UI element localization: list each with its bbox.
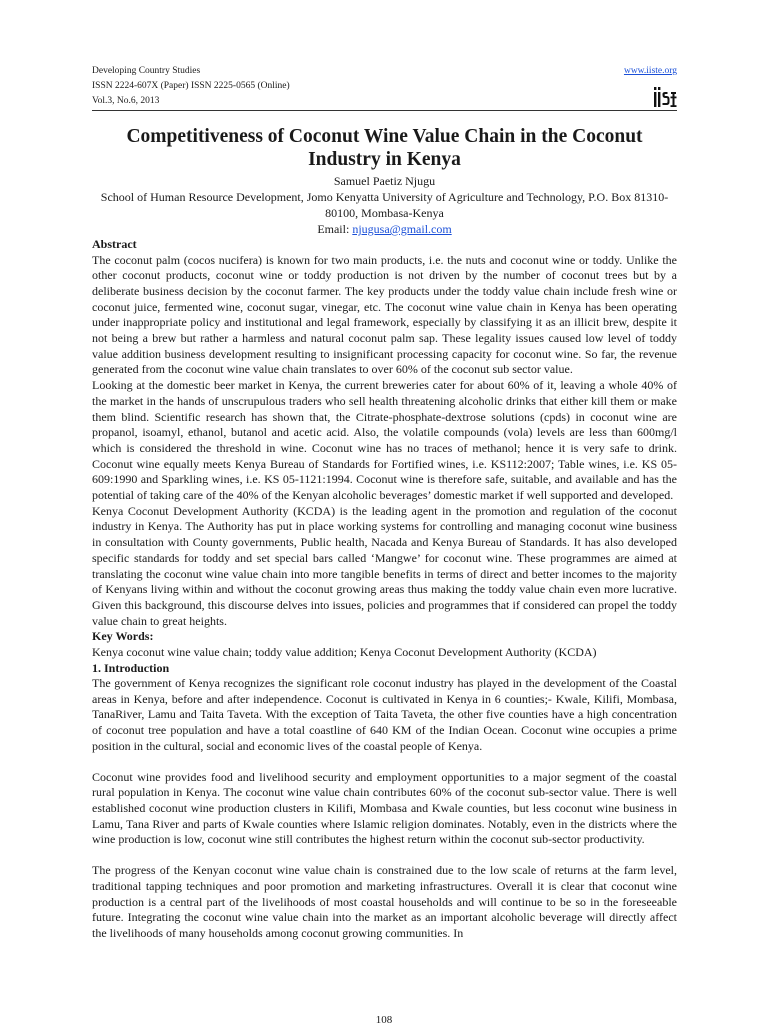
introduction-paragraph: The government of Kenya recognizes the significant role coconut industry has played in the development of the Coastal areas in Kenya, before and after independence. Coconut is cultivated in Kenya in 6 counties;- Kwale, Kilifi, Mombasa, TanaRiver, Lamu and Taita Taveta. With the exception of Taita Taveta, the other five counties have a high concentration of coconut tree population and have a total coastline of 640 KM of the Indian Ocean. Coconut wine occupies a prime position in the cultural, social and economic lives of the coastal people of Kenya.: [92, 676, 677, 753]
journal-volume: Vol.3, No.6, 2013: [92, 96, 160, 106]
email-link[interactable]: njugusa@gmail.com: [352, 222, 452, 236]
keywords-text: Kenya coconut wine value chain; toddy value addition; Kenya Coconut Development Authority (KCDA): [92, 644, 597, 659]
journal-issn: ISSN 2224-607X (Paper) ISSN 2225-0565 (Online): [92, 81, 290, 91]
page-number: 108: [375, 1014, 393, 1026]
journal-header: [92, 60, 677, 110]
journal-site: [624, 64, 677, 109]
introduction-heading: 1. Introduction: [92, 660, 170, 675]
paragraph-gap: [92, 848, 677, 863]
author-email: [92, 221, 677, 237]
website-link[interactable]: www.iiste.org: [623, 66, 677, 76]
keywords-heading: Key Words:: [92, 629, 154, 644]
introduction-paragraph: Coconut wine provides food and livelihood security and employment opportunities to a major segment of the coastal rural population in Kenya. The coconut wine value chain contributes 60% of the coconut sub-sector value. There is well established coconut wine production clusters in Kilifi, Mombasa and Kwale counties, but less coconut wine business in Lamu, Tana River and parts of Kwale counties where Islamic religion dominates. Notably, even in the districts where the wine production is low, coconut wine still contributes the highest return within the coconut sub-sector productivity.: [92, 769, 677, 847]
paragraph-gap: [92, 755, 677, 770]
author-block: [92, 173, 677, 237]
iiste-logo-icon: [653, 85, 677, 109]
author-name: Samuel Paetiz Njugu: [333, 174, 436, 188]
paper-page: [92, 60, 677, 942]
abstract-paragraph: Kenya Coconut Development Authority (KCDA) is the leading agent in the promotion and regulation of the coconut industry in Kenya. The Authority has put in place working systems for controlling and managing coconut wine business in consultation with County governments, Public health, Nacada and Kenya Bureau of Standards. It has also developed specific standards for toddy and set special bars called ‘Mangwe’ for coconut wine. These programmes are aimed at translating the coconut wine value chain into more tangible benefits in terms of direct and better incomes to the majority of Kenyans living within and without the coconut growing areas thus making the toddy value chain even more lucrative. Given this background, this discourse delves into issues, policies and programmes that if considered can propel the toddy value chain to great heights.: [92, 503, 677, 628]
abstract-heading: Abstract: [92, 237, 137, 251]
introduction-paragraph: The progress of the Kenyan coconut wine value chain is constrained due to the low scale of returns at the farm level, traditional tapping techniques and poor promotion and marketing infrastructures. Overall it is clear that coconut wine production is a central part of the livelihoods of most coastal households and will continue to be so in the foreseeable future. Integrating the coconut wine value chain into the market as an important alcoholic beverage will directly affect the livelihoods of many households among coconut growing communities. In: [92, 863, 677, 940]
abstract-paragraph: Looking at the domestic beer market in Kenya, the current breweries cater for about 60% of it, leaving a whole 40% of the market in the hands of unscrupulous traders who sell health threatening alcoholic drinks that either kill them or make them blind. Scientific research has shown that, the Citrate-phosphate-dextrose solutions (cpds) in coconut wine are propanol, isoamyl, ethanol, butanol and acetic acid. Also, the volatile compounds (vola) levels are less than 600mg/l which is considered the threshold in wine. Coconut wine has no traces of methanol; hence it is very safe to drink. Coconut wine equally meets Kenya Bureau of Standards for Fortified wines, i.e. KS112:2007; Table wines, i.e. KS 05-609:1990 and Sparkling wines, i.e. KS 05-1121:1994. Coconut wine is therefore safe, suitable, and available and has the potential of taking care of the 40% of the Kenyan alcoholic beverages’ domestic market if well supported and developed.: [92, 378, 677, 503]
header-divider: [92, 110, 677, 111]
email-label: Email:: [317, 222, 353, 236]
paper-title: Competitiveness of Coconut Wine Value Chain in the Coconut Industry in Kenya: [126, 126, 643, 170]
journal-info: [92, 64, 290, 109]
journal-name: Developing Country Studies: [92, 66, 201, 76]
abstract-paragraph: The coconut palm (cocos nucifera) is known for two main products, i.e. the nuts and coconut wine or toddy. Unlike the other coconut products, coconut wine or toddy production is not driven by the number of coconut trees but by a deliberate business decision by the coconut farmer. The key products under the toddy value chain include fresh wine or coconut juice, fermented wine, coconut sugar, vinegar, etc. The coconut wine value chain in Kenya has been operating under inappropriate policy and institutional and legal framework, especially by classifying it as an illicit brew, despite it not being a brew but rather a harmless and natural coconut palm sap. These legality issues caused low level of toddy value addition business development resulting to insignificant processing capacity for coconut wine. So far, the revenue generated from the coconut wine value chain translates to over 60% of the coconut sub sector value.: [92, 252, 677, 377]
author-affiliation: School of Human Resource Development, Jomo Kenyatta University of Agriculture and Technology, P.O. Box 81310-80100, Mombasa-Kenya: [100, 190, 669, 220]
